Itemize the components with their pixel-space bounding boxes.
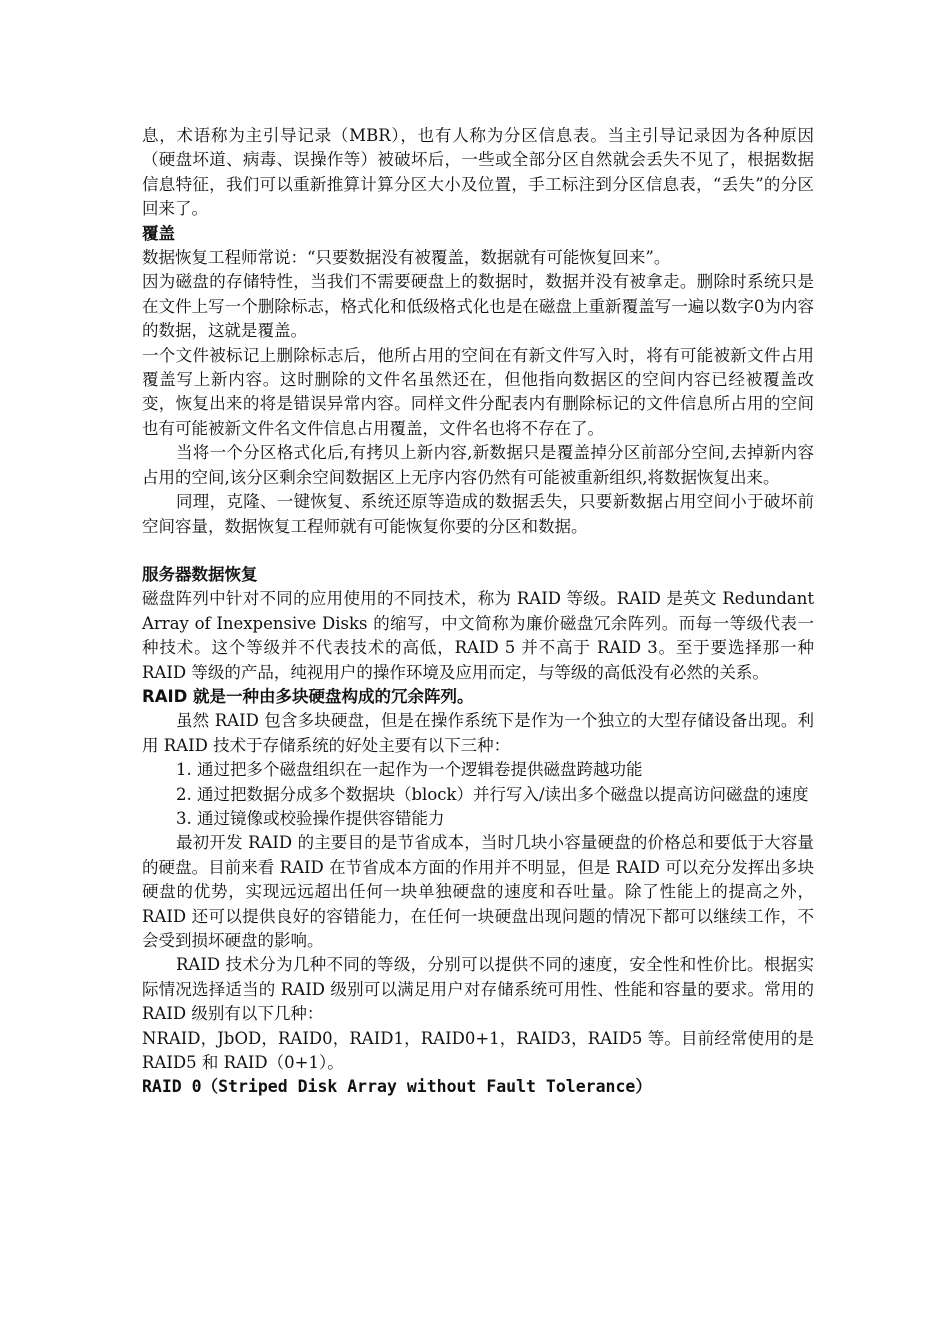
paragraph-raid-levels: 磁盘阵列中针对不同的应用使用的不同技术，称为 RAID 等级。RAID 是英文 Redundant Array of Inexpensive Disks 的缩写，中文简称为廉价磁盘冗余阵列。而每一等级代表一种技术。这个等级并不代表技术的高低，RAID 5 并不高于 RAID 3。至于要选择那一种 RAID 等级的产品，纯视用户的操作环境及应用而定，与等级的高低没有必然的关系。: [142, 589, 814, 682]
list-item-2: 2. 通过把数据分成多个数据块（block）并行写入/读出多个磁盘以提高访问磁盘的速度: [176, 784, 809, 804]
paragraph-raid-origin: 最初开发 RAID 的主要目的是节省成本，当时几块小容量硬盘的价格总和要低于大容量的硬盘。目前来看 RAID 在节省成本方面的作用并不明显，但是 RAID 可以充分发挥出多块硬盘的优势，实现远远超出任何一块单独硬盘的速度和吞吐量。除了性能上的提高之外，RAID 还可以提供良好的容错能力，在任何一块硬盘出现问题的情况下都可以继续工作，不会受到损坏硬盘的影响。: [142, 833, 814, 950]
paragraph-format-partition: 当将一个分区格式化后,有拷贝上新内容,新数据只是覆盖掉分区前部分空间,去掉新内容占用的空间,该分区剩余空间数据区上无序内容仍然有可能被重新组织,将数据恢复出来。: [142, 443, 814, 487]
paragraph-clone-restore: 同理，克隆、一键恢复、系统还原等造成的数据丢失，只要新数据占用空间小于破坏前空间容量，数据恢复工程师就有可能恢复你要的分区和数据。: [142, 492, 814, 536]
paragraph-mbr: 息，术语称为主引导记录（MBR），也有人称为分区信息表。当主引导记录因为各种原因（硬盘坏道、病毒、误操作等）被破坏后，一些或全部分区自然就会丢失不见了，根据数据信息特征，我们可以重新推算计算分区大小及位置，手工标注到分区信息表，“丢失”的分区回来了。: [142, 126, 814, 219]
list-item-1: 1. 通过把多个磁盘组织在一起作为一个逻辑卷提供磁盘跨越功能: [176, 760, 643, 780]
heading-overwrite: 覆盖: [142, 223, 175, 243]
heading-raid-definition: RAID 就是一种由多块硬盘构成的冗余阵列。: [142, 686, 474, 706]
paragraph-engineer-quote: 数据恢复工程师常说：“只要数据没有被覆盖，数据就有可能恢复回来”。: [142, 248, 671, 268]
paragraph-raid-benefits: 虽然 RAID 包含多块硬盘，但是在操作系统下是作为一个独立的大型存储设备出现。利用 RAID 技术于存储系统的好处主要有以下三种：: [142, 711, 814, 755]
heading-raid0: RAID 0（Striped Disk Array without Fault Tolerance）: [142, 1077, 652, 1097]
blank-line: [142, 539, 814, 563]
document-page: [142, 124, 814, 1100]
paragraph-delete-mark: 一个文件被标记上删除标志后，他所占用的空间在有新文件写入时，将有可能被新文件占用覆盖写上新内容。这时删除的文件名虽然还在，但他指向数据区的空间内容已经被覆盖改变，恢复出来的将是错误异常内容。同样文件分配表内有删除标记的文件信息所占用的空间也有可能被新文件名文件信息占用覆盖，文件名也将不存在了。: [142, 345, 814, 438]
heading-server-recovery: 服务器数据恢复: [142, 564, 258, 584]
paragraph-raid-types: RAID 技术分为几种不同的等级，分别可以提供不同的速度，安全性和性价比。根据实际情况选择适当的 RAID 级别可以满足用户对存储系统可用性、性能和容量的要求。常用的 RAID 级别有以下几种：: [142, 955, 814, 1024]
paragraph-disk-storage: 因为磁盘的存储特性，当我们不需要硬盘上的数据时，数据并没有被拿走。删除时系统只是在文件上写一个删除标志，格式化和低级格式化也是在磁盘上重新覆盖写一遍以数字0为内容的数据，这就是覆盖。: [142, 272, 814, 341]
list-item-3: 3. 通过镜像或校验操作提供容错能力: [176, 808, 445, 828]
paragraph-raid-list: NRAID，JbOD，RAID0，RAID1，RAID0+1，RAID3，RAID5 等。目前经常使用的是 RAID5 和 RAID（0+1）。: [142, 1028, 814, 1073]
